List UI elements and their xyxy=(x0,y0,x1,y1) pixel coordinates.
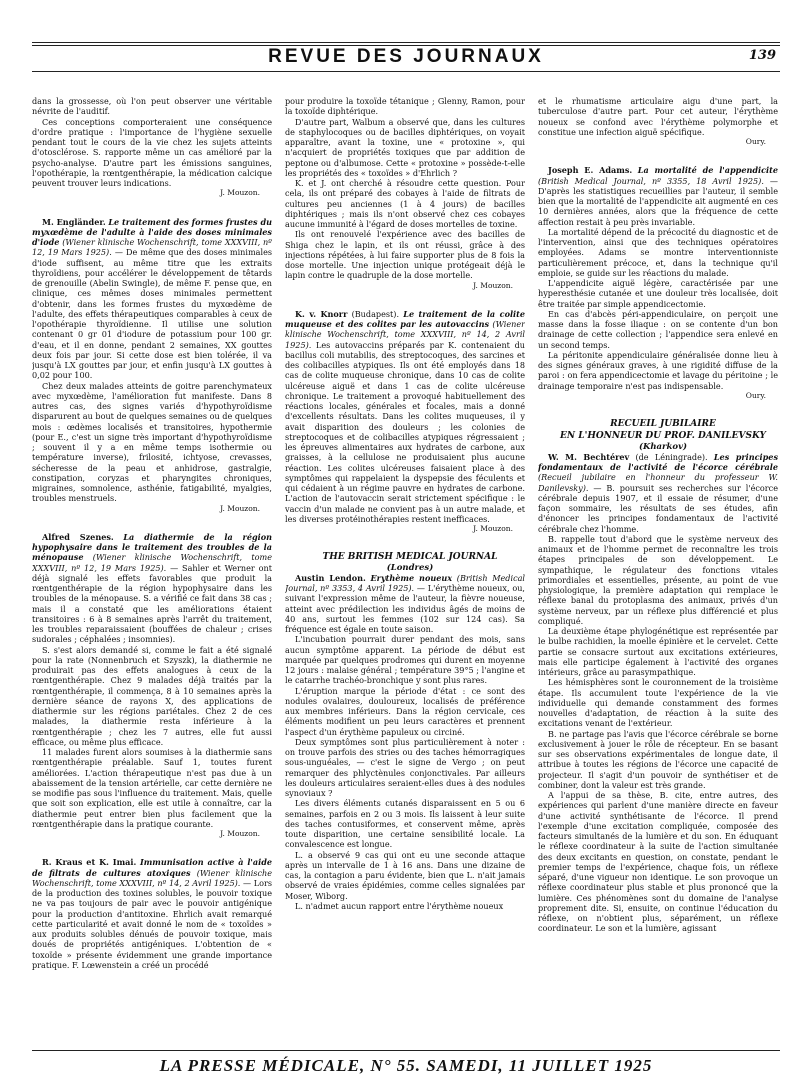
article-author: Austin Lendon. xyxy=(295,572,366,583)
paragraph: L'incubation pourrait durer pendant des mois, sans aucun symptôme apparent. La période de début est marquée par quelques prodromes qui durent en moyenne 12 jours : malaise général ; température 39°5 ; l'angine et le catarrhe trachéo-bronchique y sont plus rares. xyxy=(285,634,525,686)
paragraph: dans la grossesse, où l'on peut observer une véritable névrite de l'auditif. xyxy=(32,96,272,117)
signature: J. Mouzon. xyxy=(220,188,260,198)
article-place: (Budapest). xyxy=(351,308,400,319)
article-author: W. M. Bechtérev xyxy=(548,451,630,462)
page-footer xyxy=(32,1050,780,1080)
signature: Oury. xyxy=(745,137,766,146)
article-kraus-imai-continued xyxy=(285,96,525,291)
paragraph: Chez deux malades atteints de goitre parenchymateux avec myxœdème, l'amélioration fut manifeste. Dans 8 autres cas, des signes variés d'hypothyroïdisme disparurent au bout de quelques semaines ou de quelques mois : œdèmes localisés et transitoires, hypothermie (pour E., c'est un signe très important d'hypothyroïdisme ; souvent il y a en même temps isothermie ou température inverse), frilosité, ichtyose, crevasses, sécheresse de la peau et anhidrose, gastralgie, constipation, coryzas et pharyngites chroniques, migraines, somnolence, asthénie, fatigabilité, myalgies, troubles menstruels. xyxy=(32,380,272,504)
section-title-line-2: EN L'HONNEUR DU PROF. DANILEVSKY xyxy=(560,431,766,442)
article-reference: (Recueil jubilaire en l'honneur du professeur W. Danilevsky). xyxy=(538,472,778,493)
article-reference: (British Medical Journal, nº 3353, 4 Avril 1925). xyxy=(285,572,525,593)
article-title: Le traitement de la colite muqueuse et des colites par les autovaccins xyxy=(285,308,525,329)
paragraph: et le rhumatisme articulaire aigu d'une part, la tuberculose d'autre part. Pour cet auteur, l'érythème noueux se confond avec l'érythème polymorphe et constitue une infection aiguë spécifique. xyxy=(538,96,778,137)
article-title: Immunisation active à l'aide de filtrats de cultures atoxiques xyxy=(32,857,272,878)
paragraph: Deux symptômes sont plus particulièrement à noter : on trouve parfois des stries ou des taches hémorragiques sous-unguéales, — c'est le signe de Vergo ; on peut remarquer des phlyctènules conjonctivales. Par ailleurs les douleurs articulaires seraient-elles dues à des nodules synoviaux ? xyxy=(285,736,525,798)
paragraph: Les hémisphères sont le couronnement de la troisième étape. Ils accumulent toute l'expérience de la vie individuelle qui demande constamment des formes nouvelles d'adaptation, de réaction à la suite des excitations venant de l'extérieur. xyxy=(538,677,778,729)
section-subtitle: (Kharkov) xyxy=(638,441,688,452)
section-title: THE BRITISH MEDICAL JOURNAL xyxy=(322,552,498,563)
article-author: K. v. Knorr xyxy=(295,308,348,319)
signature: J. Mouzon. xyxy=(220,829,260,838)
article-title: La diathermie de la région hypophysaire dans le traitement des troubles de la ménopause xyxy=(32,531,272,563)
article-text: — De même que des doses minimales d'iode suffisent, au même titre que les extraits thyroïdiens, pour accélérer le développement de têtards de grenouille (Abelin Swingle), de même F. pense que, en clinique, ces mêmes doses minimales permettent d'obtenir, dans les formes frustes du myxœdème de l'adulte, des effets thérapeutiques comparables à ceux de l'opothérapie thyroïdienne. Il utilise une solution contenant 0 gr 01 d'iodure de potassium pour 100 gr. d'eau, et il en donne, pendant 2 semaines, XX gouttes deux fois par jour. Si cette dose est bien tolérée, il va jusqu'à LX gouttes par jour, et enfin jusqu'à LX gouttes à 0,02 pour 100. xyxy=(32,247,272,381)
article-title: Erythème noueux xyxy=(370,572,453,583)
article-author: Joseph E. Adams. xyxy=(548,165,633,176)
article-title: La mortalité de l'appendicite xyxy=(637,165,778,176)
paragraph: L. a observé 9 cas qui ont eu une seconde attaque après un intervalle de 1 à 16 ans. Dans une dizaine de cas, la contagion a paru évidente, bien que L. n'ait jamais observé de vraies épidémies, comme celles signalées par Moser, Wiborg. xyxy=(285,849,525,901)
article-knorr xyxy=(285,309,525,535)
section-title: RECUEIL JUBILAIRE xyxy=(610,419,716,429)
article-author: M. Engländer. xyxy=(42,216,106,227)
article-lendon-continued xyxy=(538,96,778,147)
article-author: R. Kraus et K. Imai. xyxy=(42,857,137,868)
article-text: — Sahler et Werner ont déjà signalé les effets favorables que produit la rœntgenthérapie de la région hypophysaire dans les troubles de la ménopause. S. a vérifié ce fait dans 38 cas ; mais il a constaté que les améliorations étaient transitoires : 6 à 8 semaines après l'arrêt du traitement, les troubles reparaissaient (bouffées de chaleur ; crises sudorales ; céphalées ; insomnies). xyxy=(32,562,272,645)
paragraph: A l'appui de sa thèse, B. cite, entre autres, des expériences qui parlent d'une manière directe en faveur d'une activité synthétisante de l'écorce. Il prend l'exemple d'une excitation compliquée, composée des facteurs simultanés de la lumière et du son. En éduquant le réflexe coordinateur à la suite de l'action simultanée des deux excitants en question, on constate, pendant le premier temps de l'expérience, chaque fois, un réflexe séparé, d'une vigueur non identique. Le son provoque un réflexe coordinateur plus stable et plus prononcé que la lumière. Ces phénomènes sont du domaine de l'analyse proprement dite. Si, ensuite, on continue l'éducation du réflexe, on n'obtient plus, séparément, un réflexe coordinateur. Le son et la lumière, agissant xyxy=(538,790,778,934)
paragraph: L'appendicite aiguë légère, caractérisée par une hyperesthésie cutanée et une douleur très localisée, doit être traitée par simple appendicectomie. xyxy=(538,278,778,309)
paragraph: La deuxième étape phylogénétique est représentée par le bulbe rachidien, la moelle épinière et le cervelet. Cette partie se consacre surtout aux excitations extérieures, mais elle participe également à l'activité des organes intérieurs, grâce au parasympathique. xyxy=(538,626,778,677)
signature: Oury. xyxy=(745,390,766,400)
article-continuation xyxy=(32,96,272,199)
paragraph: B. ne partage pas l'avis que l'écorce cérébrale se borne exclusivement à jouer le rôle de récepteur. En se basant sur ses observations expérimentales de longue date, il attribue à toutes les régions de l'écorce une capacité de projecteur. Il s'agit d'un pouvoir de synthétiser et de combiner, dont la valeur est très grande. xyxy=(538,728,778,790)
article-reference: (Wiener klinische Wochenschrift, tome XXXVIII, nº 12, 19 Mars 1925). xyxy=(32,237,272,258)
paragraph: La péritonite appendiculaire généralisée donne lieu à des signes généraux graves, à une rigidité diffuse de la paroi : on fera appendicectomie et lavage du péritoine ; le drainage temporaire n'est pas indispensable. xyxy=(538,349,778,391)
column-left xyxy=(32,96,272,1044)
article-author: Alfred Szenes. xyxy=(42,531,114,542)
article-englander xyxy=(32,217,272,514)
signature: J. Mouzon. xyxy=(473,524,513,533)
paragraph: D'autre part, Walbum a observé que, dans les cultures de staphylocoques ou de bacilles diphtériques, on voyait apparaître, avant la toxine, une « protoxine », qui n'acquiert de propriétés toxiques que par addition de peptone ou d'albumose. Cette « protoxine » possède-t-elle les propriétés des « toxoïdes » d'Ehrlich ? xyxy=(285,116,525,178)
article-text: Les autovaccins préparés par K. contenaient du bacillus coli mutabilis, des streptocoques, des sarcines et des colibacilles atypiques. Ils ont été employés dans 18 cas de colite muqueuse chronique, dans 10 cas de colite ulcéreuse aiguë et dans 1 cas de colite ulcéreuse chronique. Le traitement a provoqué habituellement des réactions locales, générales et focales, mais a donné d'excellents résultats. Dans les colites muqueuses, il y avait disparition des douleurs ; les colonies de streptocoques et de colibacilles atypiques régressaient ; les épreuves alimentaires aux hydrates de carbone, aux graisses, à la cellulose ne produisaient plus aucune réaction. Les colites ulcéreuses faisaient place à des symptômes qui rappelaient la dyspepsie des féculents et qui cédaient à un régime pauvre en hydrates de carbone. L'action de l'autovaccin serait strictement spécifique : le vaccin d'un malade ne convient pas à un autre malade, et les diverses protéinothérapies restent inefficaces. xyxy=(285,339,525,524)
article-text: — Lors de la production des toxines solubles, le pouvoir toxique ne va pas toujours de pair avec le pouvoir antigénique pour la production d'antitoxine. Ehrlich avait remarqué cette particularité et avait donné le nom de « toxoïdes » aux produits solubles dénués de pouvoir toxique, mais doués de propriétés antigéniques. L'obtention de « toxoïde » présente évidemment une grande importance pratique. F. Lœwenstein a créé un procédé xyxy=(32,877,272,970)
footer-text: LA PRESSE MÉDICALE, N° 55. SAMEDI, 11 JUILLET 1925 xyxy=(159,1056,653,1075)
paragraph: pour produire la toxoïde tétanique ; Glenny, Ramon, pour la toxoïde diphtérique. xyxy=(285,96,525,117)
article-text: — L'érythème noueux, ou, suivant l'expression même de l'auteur, la fièvre noueuse, atteint avec prédilection les individus âgés de moins de 40 ans, surtout les femmes (102 sur 124 cas). Sa fréquence est égale en toute saison. xyxy=(285,583,525,634)
header-top-rule xyxy=(32,42,780,43)
article-reference: (Wiener klinische Wochenschrift, tome XXXVIII, nº 14, 2 Avril 1925). xyxy=(285,319,525,350)
section-subtitle: (Londres) xyxy=(386,562,434,573)
header-bottom-rule xyxy=(32,71,780,72)
paragraph: La mortalité dépend de la précocité du diagnostic et de l'intervention, ainsi que des techniques opératoires employées. Adams se montre interventionniste particulièrement précoce, et, dans la technique qu'il emploie, se guide sur les réactions du malade. xyxy=(538,226,778,278)
article-reference: (British Medical Journal, nº 3355, 18 Avril 1925). xyxy=(538,175,764,186)
signature: J. Mouzon. xyxy=(473,280,513,290)
article-title: Le traitement des formes frustes du myxœdème de l'adulte à l'aide des doses minimales d'iode xyxy=(32,216,272,247)
article-title: Les principes fondamentaux de l'activité de l'écorce cérébrale xyxy=(538,451,778,472)
article-adams xyxy=(538,165,778,401)
article-lendon xyxy=(285,573,525,911)
paragraph: 11 malades furent alors soumises à la diathermie sans rœntgenthérapie préalable. Sauf 1, toutes furent améliorées. L'action thérapeutique n'est pas due à un abaissement de la tension artérielle, car cette dernière ne se modifie pas sous l'influence du traitement. Mais, quelle que soit son explication, elle est utile à connaître, car la diathermie peut entrer bien plus facilement que la rœntgenthérapie dans la pratique courante. xyxy=(32,747,272,829)
paragraph: S. s'est alors demandé si, comme le fait a été signalé pour la rate (Nonnenbruch et Szyszk), la diathermie ne produirait pas des effets analogues à ceux de la rœntgenthérapie. Chez 9 malades déjà traités par la rœntgenthérapie, il commença, 8 à 10 semaines après la dernière séance de rayons X, des applications de diathermie sur les régions pariétales. Chez 2 de ces malades, la diathermie resta inférieure à la rœntgenthérapie ; chez les 7 autres, elle fut aussi efficace, ou même plus efficace. xyxy=(32,644,272,747)
article-szenes xyxy=(32,532,272,840)
journal-title: REVUE DES JOURNAUX xyxy=(268,46,544,67)
paragraph: K. et J. ont cherché à résoudre cette question. Pour cela, ils ont préparé des cobayes à l'aide de filtrats de cultures peu anciennes (1 à 4 jours) de bacilles diphtériques ; mais ils n'ont observé chez ces cobayes aucune immunité à l'égard de doses mortelles de toxine. xyxy=(285,178,525,229)
paragraph: Ces conceptions comporteraient une conséquence d'ordre pratique : l'importance de l'hygiène sexuelle pendant tout le cours de la vie chez les sujets atteints d'otosclérose. S. rapporte même un cas amélioré par la psycho-analyse. D'autre part les émissions sanguines, l'opothérapie, la rœntgenthérapie, la médication calcique peuvent trouver leurs indications. xyxy=(32,116,272,188)
article-place: (de Léningrade). xyxy=(635,451,708,462)
paragraph: Les divers éléments cutanés disparaissent en 5 ou 6 semaines, parfois en 2 ou 3 mois. Ils laissent à leur suite des taches contusiformes, et conservent même, après toute disparition, une certaine sensibilité locale. La convalescence est longue. xyxy=(285,798,525,850)
paragraph: L'éruption marque la période d'état : ce sont des nodules ovalaires, douloureux, localisés de préférence aux membres inférieurs. Dans la région cervicale, ces éléments modifient un peu leurs caractères et prennent l'aspect d'un érythème papuleux ou circiné. xyxy=(285,685,525,737)
column-middle xyxy=(285,96,525,1044)
article-text: — B. poursuit ses recherches sur l'écorce cérébrale depuis 1907, et il essaie de résumer, d'une façon sommaire, les résultats de ses études, afin d'énoncer les principes fondamentaux de l'activité cérébrale chez l'homme. xyxy=(538,482,778,534)
article-reference: (Wiener klinische Wochenschrift, tome XXXVIII, nº 12, 19 Mars 1925). xyxy=(32,552,272,573)
column-right xyxy=(538,96,778,1044)
footer-rule xyxy=(32,1050,780,1051)
paragraph: Ils ont renouvelé l'expérience avec des bacilles de Shiga chez le lapin, et ils ont réussi, grâce à des injections répétées, à lui faire supporter plus de 8 fois la dose mortelle. Une injection unique protégeait déjà le lapin contre le quadruple de la dose mortelle. xyxy=(285,229,525,281)
paragraph: B. rappelle tout d'abord que le système nerveux des animaux et de l'homme permet de reconnaître les trois étapes principales de son développement. Le sympathique, le régulateur des fonctions vitales primordiales et essentielles, présente, au point de vue physiologique, la première adaptation qui remplace le réflexe banal du protoplasma des animaux, privés d'un système nerveux, par un réflexe plus différencié et plus compliqué. xyxy=(538,533,778,626)
article-bechterev xyxy=(538,452,778,934)
article-text: — D'après les statistiques recueillies par l'auteur, il semble bien que la mortalité de l'appendicite ait augmenté en ces 10 dernières années, alors que la fréquence de cette affection restait à peu près invariable. xyxy=(538,175,778,227)
paragraph: L. n'admet aucun rapport entre l'érythème noueux xyxy=(295,900,504,911)
article-kraus-imai xyxy=(32,857,272,970)
signature: J. Mouzon. xyxy=(220,503,260,513)
paragraph: En cas d'abcès péri-appendiculaire, on perçoit une masse dans la fosse iliaque : on se contente d'un bon drainage de cette collection ; l'appendice sera enlevé en un second temps. xyxy=(538,308,778,350)
article-reference: (Wiener klinische Wochenschrift, tome XXXVIII, nº 14, 2 Avril 1925). xyxy=(32,867,272,888)
page-number: 139 xyxy=(748,48,776,63)
page-header xyxy=(32,42,780,72)
